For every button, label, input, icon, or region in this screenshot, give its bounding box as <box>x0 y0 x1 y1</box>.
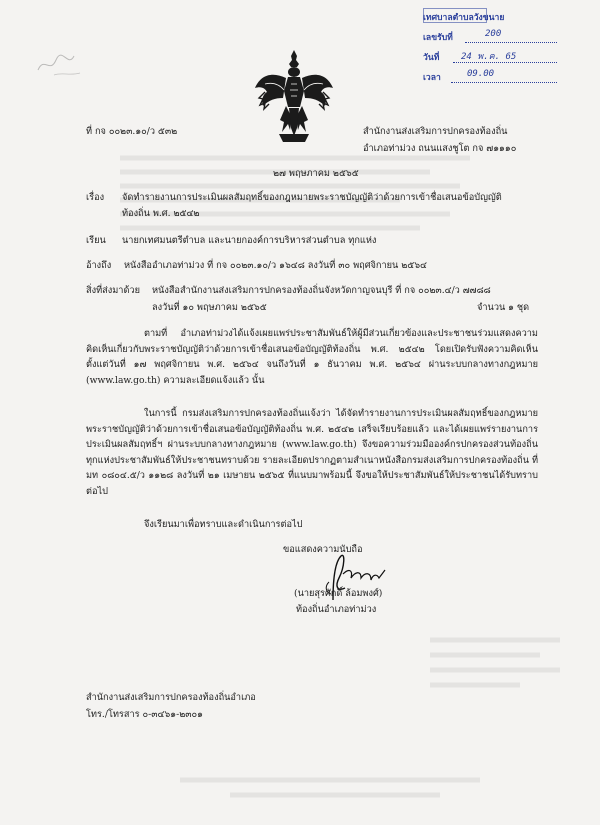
paragraph-2: ในการนี้ กรมส่งเสริมการปกครองท้องถิ่นแจ้งว่า ได้จัดทำรายงานการประเมินผลสัมฤทธิ์ของกฎหมายพระราชบัญญัติว่าด้วยการเข้าชื่อเสนอข้อบัญญัติท้องถิ่น พ.ศ. ๒๕๔๒ เสร็จเรียบร้อยแล้ว และได้เผยแพร่รายงานการประเมินผลสัมฤทธิ์ฯ ผ่านระบบกลางทางกฎหมาย (www.law.go.th) จึงขอความร่วมมือองค์กรปกครองส่วนท้องถิ่นทุกแห่งประชาสัมพันธ์ให้ประชาชนทราบด้วย รายละเอียดปรากฏตามสำเนาหนังสือกรมส่งเสริมการปกครองท้องถิ่น ที่ มท ๐๘๐๔.๕/ว ๑๑๒๘ ลงวันที่ ๒๑ เมษายน ๒๕๖๕ ที่แนบมาพร้อมนี้ จึงขอให้ประชาสัมพันธ์ให้ประชาชนได้รับทราบต่อไป <box>86 408 538 497</box>
stamp-recv-label: เลขรับที่ <box>423 33 453 43</box>
subject-line-2: ท้องถิ่น พ.ศ. ๒๕๔๒ <box>122 208 200 219</box>
stamp-time-value: 09.00 <box>467 69 495 79</box>
footer-phone: โทร./โทรสาร ๐-๓๔๖๑-๒๓๐๑ <box>86 709 203 720</box>
footer-office: สำนักงานส่งเสริมการปกครองท้องถิ่นอำเภอ <box>86 692 256 703</box>
garuda-emblem <box>253 48 335 146</box>
subject-label: เรื่อง <box>86 192 105 203</box>
ref-number: ที่ กจ ๐๐๒๓.๑๐/ว ๕๓๒ <box>86 126 178 137</box>
stamp-date-label: วันที่ <box>423 53 440 63</box>
stamp-org: เทศบาลตำบลวังขนาย <box>423 13 505 23</box>
sender-office: สำนักงานส่งเสริมการปกครองท้องถิ่น <box>363 126 508 137</box>
enclosure-text: หนังสือสำนักงานส่งเสริมการปกครองท้องถิ่นจังหวัดกาญจนบุรี ที่ กจ ๐๐๒๓.๔/ว ๗๗๘๘ <box>152 285 491 296</box>
to-label: เรียน <box>86 235 106 246</box>
signer-name: (นายสุรศักดิ์ ล้อมพงศ์) <box>294 588 383 599</box>
enclosure-date: ลงวันที่ ๑๐ พฤษภาคม ๒๕๖๕ <box>152 302 267 313</box>
sender-address: อำเภอท่าม่วง ถนนแสงชูโต กจ ๗๑๑๑๐ <box>363 143 517 154</box>
reference-text: หนังสืออำเภอท่าม่วง ที่ กจ ๐๐๒๓.๑๐/ว ๑๖๔๘ ลงวันที่ ๓๐ พฤศจิกายน ๒๕๖๔ <box>124 260 428 271</box>
stamp-recv-value: 200 <box>485 29 502 39</box>
paragraph-1: ตามที่ อำเภอท่าม่วงได้แจ้งเผยแพร่ประชาสัมพันธ์ให้ผู้มีส่วนเกี่ยวข้องและประชาชนร่วมแสดงความคิดเห็นเกี่ยวกับพระราชบัญญัติว่าด้วยการเข้าชื่อเสนอข้อบัญญัติท้องถิ่น พ.ศ. ๒๕๔๒ โดยเปิดรับฟังความคิดเห็นตั้งแต่วันที่ ๑๗ พฤศจิกายน พ.ศ. ๒๕๖๔ จนถึงวันที่ ๑ ธันวาคม พ.ศ. ๒๕๖๔ ผ่านระบบกลางทางกฎหมาย (www.law.go.th) ความละเอียดแจ้งแล้ว นั้น <box>86 328 538 386</box>
enclosure-label: สิ่งที่ส่งมาด้วย <box>86 285 140 296</box>
stamp-time-label: เวลา <box>423 73 441 83</box>
stamp-time-line <box>451 82 557 83</box>
pencil-mark <box>34 48 94 78</box>
letter-date: ๒๗ พฤษภาคม ๒๕๖๕ <box>273 168 359 179</box>
paragraph-3: จึงเรียนมาเพื่อทราบและดำเนินการต่อไป <box>144 519 303 530</box>
subject-line-1: จัดทำรายงานการประเมินผลสัมฤทธิ์ของกฎหมายพระราชบัญญัติว่าด้วยการเข้าชื่อเสนอข้อบัญญัติ <box>122 192 502 203</box>
reference-label: อ้างถึง <box>86 260 112 271</box>
stamp-date-value: 24 พ.ค. 65 <box>461 52 517 62</box>
signer-title: ท้องถิ่นอำเภอท่าม่วง <box>296 604 377 615</box>
to-text: นายกเทศมนตรีตำบล และนายกองค์การบริหารส่วนตำบล ทุกแห่ง <box>122 235 377 246</box>
stamp-recv-line <box>465 42 557 43</box>
closing-phrase: ขอแสดงความนับถือ <box>283 544 363 555</box>
enclosure-count: จำนวน ๑ ชุด <box>477 302 530 313</box>
receiving-stamp <box>423 8 563 92</box>
